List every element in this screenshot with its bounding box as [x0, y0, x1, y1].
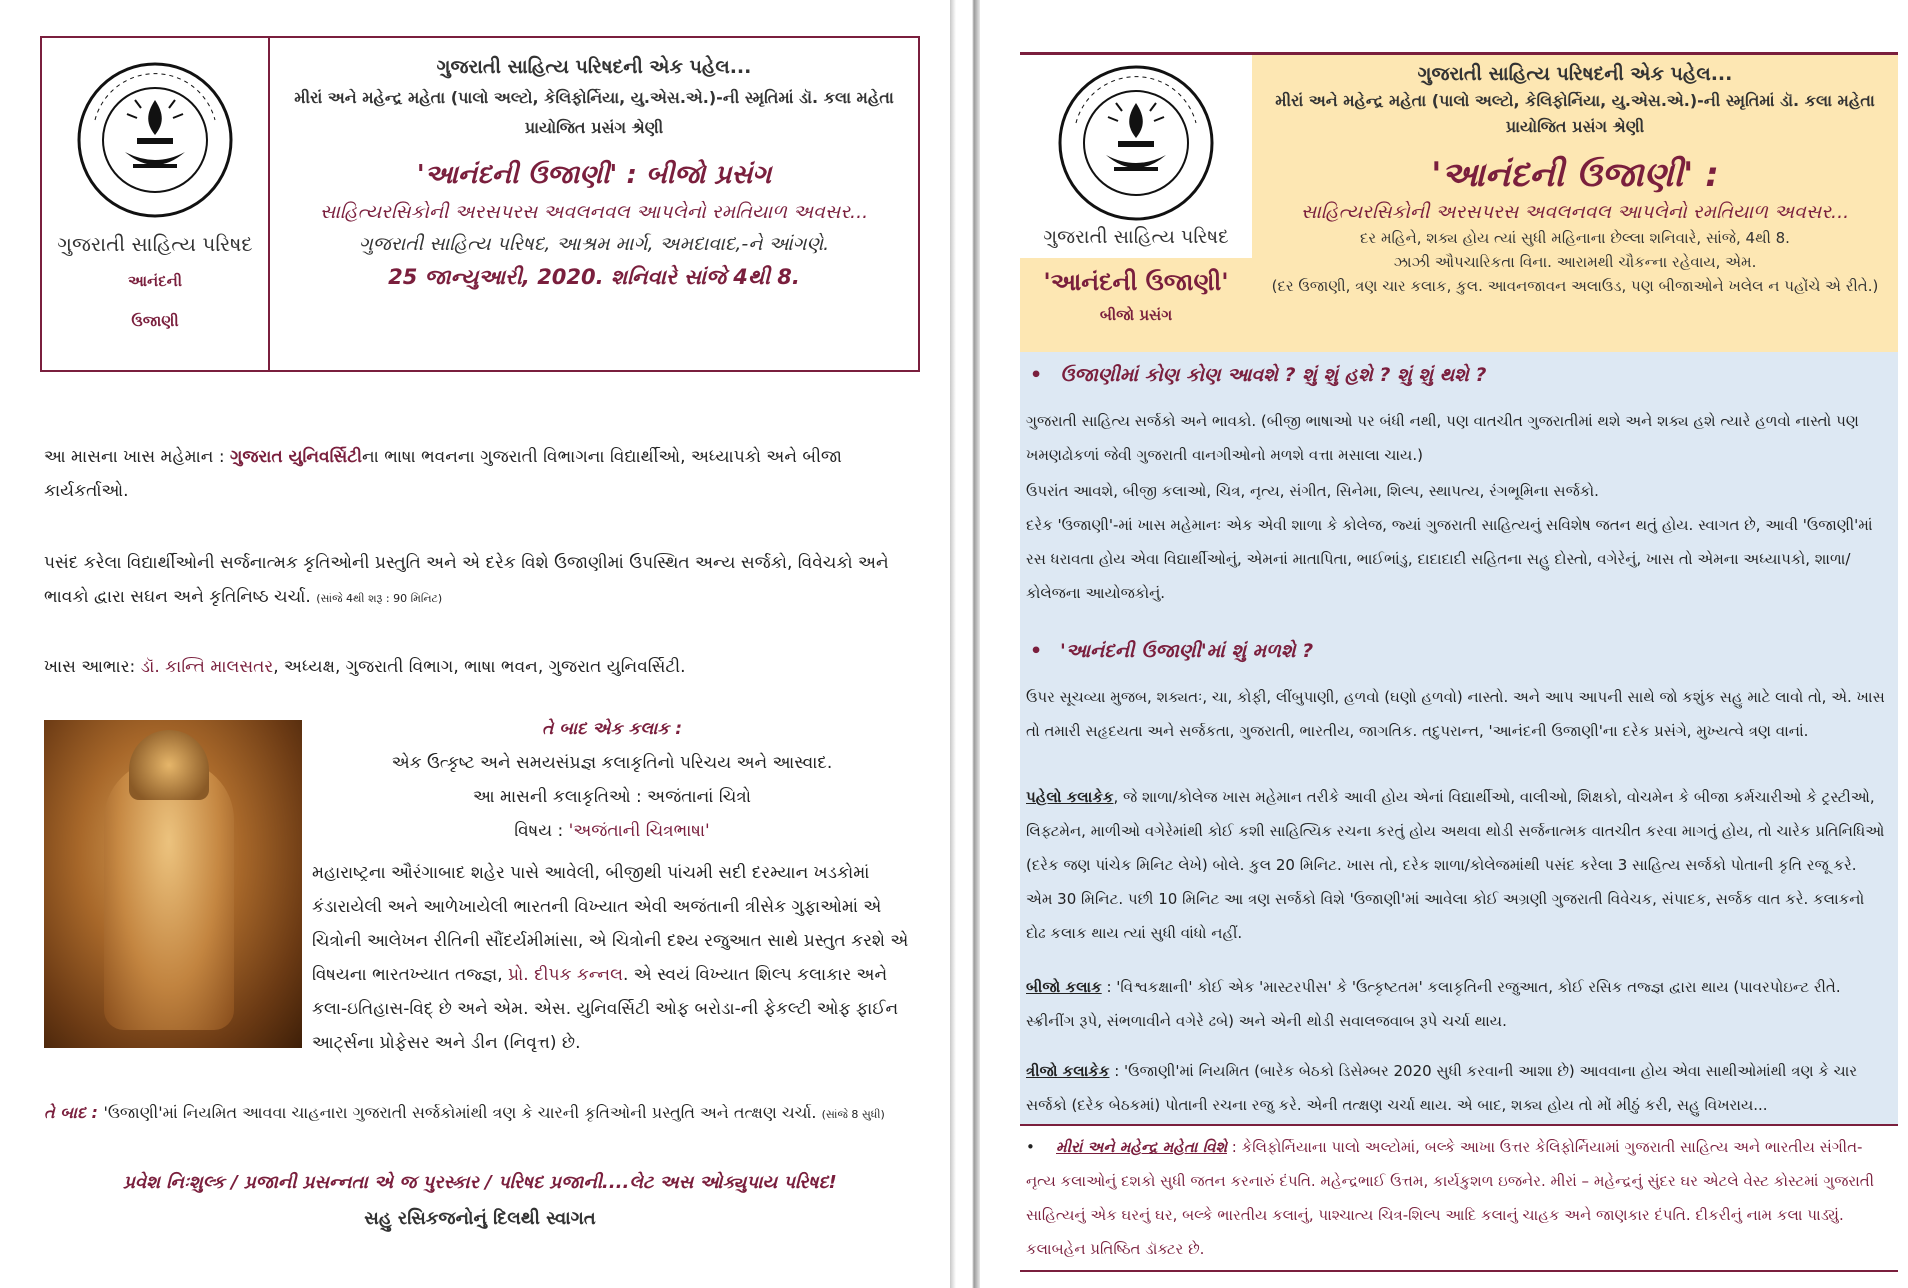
left-heading-3: પ્રાયોજિત પ્રસંગ શ્રેણી — [524, 118, 664, 137]
left-heading-1: ગુજરાતી સાહિત્ય પરિષદની એક પહેલ... — [436, 56, 752, 78]
later-line-1: એક ઉત્કૃષ્ટ અને સમયસંપ્રજ્ઞ કલાકૃતિનો પરિચય અને આસ્વાદ. — [391, 753, 833, 773]
right-badge-box — [1020, 258, 1252, 352]
left-venue: ગુજરાતી સાહિત્ય પરિષદ, આશ્રમ માર્ગ, અમદાવાદ,-ને આંગણે. — [358, 233, 830, 255]
right-section-who — [1030, 364, 1486, 386]
bullet-icon: • — [1026, 1138, 1035, 1156]
bullet-icon: • — [1030, 640, 1043, 662]
later-body-part-1: મહારાષ્ટ્રના ઔરંગાબાદ શહેર પાસે આવેલી, બીજીથી પાંચમી સદી દરમ્યાન ખડકોમાં કંડારાયેલી અને આળેખાયેલી ભારતની વિખ્યાત એવી અજંતાની ત્રીસેક ગુફાઓમાં એ ચિત્રોની આલેખન રીતિની સૌંદર્યમીમાંસા, એ ચિત્રોની દશ્ય રજુઆત સાથે પ્રસ્તુત કરશે એ વિષયના ભારતખ્યાત તજ્જ્ઞ, — [312, 863, 909, 985]
painting-figure — [104, 760, 234, 1030]
right-section-what — [1030, 640, 1313, 662]
right-section-who-title: ઉજાણીમાં કોણ કોણ આવશે ? શું શું હશે ? શું શું થશે ? — [1060, 364, 1487, 386]
guest-prefix: આ માસના ખાસ મહેમાન : — [44, 447, 230, 467]
right-who-para-2: ઉપરાંત આવશે, બીજી કલાઓ, ચિત્ર, નૃત્ય, સંગીત, સિનેમા, શિલ્પ, સ્થાપત્ય, રંગભૂમિના સર્જકો. — [1026, 482, 1599, 500]
right-schedule-3: (દર ઉજાણી, ત્રણ ચાર કલાક, કુલ. આવનજાવન અલાઉડ, પણ બીજાઓને ખલેલ ન પહોંચે એ રીતે.) — [1271, 277, 1879, 295]
later-topic: 'અજંતાની ચિત્રભાષા' — [568, 821, 710, 841]
right-event-title: 'આનંદની ઉજાણી' : — [1431, 155, 1719, 195]
later-body-paragraph — [312, 856, 912, 1060]
right-heading-2: મીરાં અને મહેન્દ્ર મહેતા (પાલો અલ્ટો, કેલિફોર્નિયા, યુ.એસ.એ.)-ની સ્મૃતિમાં ડૉ. કલા મહેતા — [1275, 91, 1875, 110]
right-tagline: સાહિત્યરસિકોની અરસપરસ અવલનવલ આપલેનો રમતિયાળ અવસર... — [1300, 201, 1850, 223]
right-badge-title: 'આનંદની ઉજાણી' — [1043, 268, 1229, 296]
right-hour-3 — [1026, 1054, 1886, 1122]
later-section-header — [312, 712, 912, 848]
left-tagline: સાહિત્યરસિકોની અરસપરસ અવલનવલ આપલેનો રમતિયાળ અવસર... — [319, 201, 869, 223]
guest-highlight: ગુજરાત યુનિવર્સિટી — [229, 447, 362, 467]
right-header-box — [1252, 55, 1898, 352]
after-prefix: તે બાદ : — [44, 1103, 104, 1122]
right-mehta-paragraph — [1026, 1130, 1886, 1266]
left-presentation-paragraph — [44, 546, 904, 616]
left-heading-2: મીરાં અને મહેન્દ્ર મહેતા (પાલો અલ્ટો, કેલિફોર્નિયા, યુ.એસ.એ.)-ની સ્મૃતિમાં ડૉ. કલા મહેતા — [294, 88, 894, 107]
ajanta-painting-image — [44, 720, 302, 1048]
right-bottom-rule — [1020, 1270, 1898, 1272]
thanks-name: ડૉ. કાન્તિ માલસતર — [140, 657, 274, 677]
left-event-title: 'આનંદની ઉજાણી' : બીજો પ્રસંગ — [416, 160, 772, 190]
left-sub-title-2: ઉજાણી — [131, 312, 179, 330]
right-hour-2 — [1026, 970, 1886, 1038]
hour-1-text: , જે શાળા/કોલેજ ખાસ મહેમાન તરીકે આવી હોય એનાં વિદ્યાર્થીઓ, વાલીઓ, શિક્ષકો, વોચમેન કે બીજા કર્મચારીઓ કે ટ્રસ્ટીઓ, લિફ્ટમેન, માળીઓ વગેરેમાંથી કોઈ કશી સાહિત્યિક રચના કરતું હોય અથવા થોડી સર્જનાત્મક વાતચીત કરવા માગતું હોય, તો ચારેક પ્રતિનિધિઓ (દરેક જણ પાંચેક મિનિટ લેખે) બોલે. કુલ 20 મિનિટ. ખાસ તો, દરેક શાળા/કોલેજમાંથી પસંદ કરેલા 3 સાહિત્ય સર્જકો પોતાની કૃતિ રજૂ કરે. એમ 30 મિનિટ. પછી 10 મિનિટ આ ત્રણ સર્જકો વિશે 'ઉજાણી'માં આવેલા કોઈ અગ્રણી ગુજરાતી વિવેચક, સંપાદક, સર્જક વાત કરે. કલાકનો દોઢ કલાક થાય ત્યાં સુધી વાંધો નહીં. — [1026, 788, 1885, 942]
left-footer-line-1: પ્રવેશ નિઃશુલ્ક / પ્રજાની પ્રસન્નતા એ જ પુરસ્કાર / પરિષદ પ્રજાની....લેટ અસ ઓક્યુપાય પરિષદ! — [123, 1172, 837, 1193]
left-footer-line-2: સહુ રસિકજનોનું દિલથી સ્વાગત — [364, 1208, 596, 1229]
thanks-prefix: ખાસ આભાર: — [44, 657, 141, 677]
after-time: (સાંજે 8 સુધી) — [821, 1108, 885, 1121]
right-what-para: ઉપર સૂચવ્યા મુજબ, શક્યતઃ, ચા, કોફી, લીંબુપાણી, હળવો (ઘણો હળવો) નાસ્તો. અને આપ આપની સાથે જો કશુંક સહુ માટે લાવો તો, એ. ખાસ તો તમારી સહૃદયતા અને સર્જકતા, ગુજરાતી, ભારતીય, જાગતિક. તદુપરાન્ત, 'આનંદની ઉજાણી'ના દરેક પ્રસંગે, મુખ્યત્વે ત્રણ વાનાં. — [1026, 688, 1885, 740]
left-thanks-paragraph — [44, 650, 904, 684]
right-who-para-3: દરેક 'ઉજાણી'-માં ખાસ મહેમાનઃ એક એવી શાળા કે કોલેજ, જ્યાં ગુજરાતી સાહિત્યનું સવિશેષ જતન થતું હોય. સ્વાગત છે, આવી 'ઉજાણી'માં રસ ધરાવતા હોય એવા વિદ્યાર્થીઓનું, એમનાં માતાપિતા, ભાઈભાંડુ, દાદાદાદી સહિતના સહુ દોસ્તો, વગેરેનું, ખાસ તો એમના અધ્યાપકો, શાળા/કોલેજના આયોજકોનું. — [1026, 516, 1873, 602]
hour-1-label: પહેલો કલાકેક — [1026, 788, 1114, 806]
right-hour-1 — [1026, 780, 1886, 950]
later-topic-prefix: વિષય : — [514, 821, 569, 841]
mehta-label: મીરાં અને મહેન્દ્ર મહેતા વિશે — [1056, 1138, 1228, 1156]
right-org-name: ગુજરાતી સાહિત્ય પરિષદ — [1043, 226, 1229, 248]
bullet-icon: • — [1030, 364, 1043, 386]
right-heading-3: પ્રાયોજિત પ્રસંગ શ્રેણી — [1505, 117, 1645, 136]
later-line-2: આ માસની કલાકૃતિઓ : અજંતાનાં ચિત્રો — [472, 787, 752, 807]
hour-2-text: : 'વિશ્વકક્ષાની' કોઈ એક 'માસ્ટરપીસ' કે 'ઉત્કૃષ્ટતમ' કલાકૃતિની રજુઆત, કોઈ રસિક તજ્જ્ઞ દ્વારા થાય (પાવરપોઇન્ટ રીતે. સ્ક્રીનીંગ રૂપે, સંભળાવીને વગેરે ઢબે) અને એની થોડી સવાલજવાબ રૂપે ચર્ચા થાય. — [1026, 978, 1841, 1030]
right-section-what-title: 'આનંદની ઉજાણી'માં શું મળશે ? — [1060, 640, 1314, 662]
hour-3-label: ત્રીજો કલાકેક — [1026, 1062, 1110, 1080]
later-line-3 — [312, 814, 912, 848]
left-guest-paragraph — [44, 440, 904, 508]
hour-3-text: : 'ઉજાણી'માં નિયમિત (બારેક બેઠકો ડિસેમ્બર 2020 સુધી કરવાની આશા છે) આવવાના હોય એવા સાથીઓમાંથી ત્રણ કે ચાર સર્જકો (દરેક બેઠકમાં) પોતાની રચના રજુ કરે. એની તત્ક્ષણ ચર્ચા થાય. એ બાદ, શક્ય હોય તો મોં મીઠું કરી, સહુ વિખરાય... — [1026, 1062, 1858, 1114]
mehta-text: : કેલિફોર્નિયાના પાલો અલ્ટોમાં, બલ્કે આખા ઉત્તર કેલિફોર્નિયામાં ગુજરાતી સાહિત્ય અને ભારતીય સંગીત-નૃત્ય કલાઓનું દશકો સુધી જતન કરનારું દંપતિ. મહેન્દ્રભાઈ ઉત્તમ, કાર્યકુશળ ઇજનેર. મીરાં – મહેન્દ્રનું સુંદર ઘર એટલે વેસ્ટ કોસ્ટમાં ગુજરાતી સાહિત્યનું એક ઘરનું ઘર, બલ્કે ભારતીય કલાનું, પાશ્ચાત્ય ચિત્ર-શિલ્પ આદિ કલાનું ચાહક અને જાણકાર દંપતિ. દીકરીનું નામ કલા પાડ્યું. કલાબહેન પ્રતિષ્ઠિત ડૉક્ટર છે. — [1026, 1138, 1875, 1258]
left-sub-title-1: આનંદની — [127, 272, 183, 290]
right-schedule-1: દર મહિને, શક્ય હોય ત્યાં સુધી મહિનાના છેલ્લા શનિવારે, સાંજે, 4થી 8. — [1360, 229, 1790, 247]
guest-rest: ના ભાષા ભવનના ગુજરાતી વિભાગના વિદ્યાર્થીઓ, અધ્યાપકો અને બીજા કાર્યકર્તાઓ. — [44, 447, 842, 501]
left-logo-column — [42, 38, 270, 370]
later-title: તે બાદ એક કલાક : — [541, 719, 683, 739]
right-heading-1: ગુજરાતી સાહિત્ય પરિષદની એક પહેલ... — [1417, 63, 1733, 85]
left-after-paragraph — [44, 1096, 904, 1132]
left-date: 25 જાન્યુઆરી, 2020. શનિવારે સાંજે 4થી 8. — [388, 265, 800, 289]
later-body-name: પ્રો. દીપક કન્નલ — [508, 965, 623, 985]
right-schedule-2: ઝાઝી ઔપચારિકતા વિના. આરામથી ચૌકન્ના રહેવાય, એમ. — [1393, 253, 1757, 271]
presentation-text: પસંદ કરેલા વિદ્યાર્થીઓની સર્જનાત્મક કૃતિઓની પ્રસ્તુતિ અને એ દરેક વિશે ઉજાણીમાં ઉપસ્થિત અન્ય સર્જકો, વિવેચકો અને ભાવકો દ્વારા સઘન અને કૃતિનિષ્ઠ ચર્ચા. — [44, 553, 889, 607]
later-body-part-2: . એ સ્વયં વિખ્યાત શિલ્પ કલાકાર અને કલા-ઇતિહાસ-વિદ્ છે અને એમ. એસ. યુનિવર્સિટી ઓફ બરોડા-ની ફેકલ્ટી ઓફ ફાઈન આર્ટ્સના પ્રોફેસર અને ડીન (નિવૃત્ત) છે. — [312, 965, 899, 1053]
after-text: 'ઉજાણી'માં નિયમિત આવવા ચાહનારા ગુજરાતી સર્જકોમાંથી ત્રણ કે ચારની કૃતિઓની પ્રસ્તુતિ અને તત્ક્ષણ ચર્ચા. — [103, 1103, 817, 1122]
painting-crown — [129, 730, 209, 800]
right-who-para-1: ગુજરાતી સાહિત્ય સર્જકો અને ભાવકો. (બીજી ભાષાઓ પર બંધી નથી, પણ વાતચીત ગુજરાતીમાં થશે અને શક્ય હશે ત્યારે હળવો નાસ્તો પણ ખમણઢોકળાં જેવી ગુજરાતી વાનગીઓનો મળશે વત્તા મસાલા ચાય.) — [1026, 412, 1859, 464]
hour-2-label: બીજો કલાક — [1026, 978, 1102, 996]
left-org-name: ગુજરાતી સાહિત્ય પરિષદ — [57, 232, 253, 256]
right-separator — [1020, 1124, 1898, 1126]
presentation-time: (સાંજે 4થી શરૂ : 90 મિનિટ) — [316, 592, 443, 605]
left-info-column — [270, 38, 918, 370]
parishad-seal-icon — [75, 60, 235, 220]
thanks-rest: , અધ્યક્ષ, ગુજરાતી વિભાગ, ભાષા ભવન, ગુજરાત યુનિવર્સિટી. — [273, 657, 686, 677]
left-header-box — [40, 36, 920, 372]
right-badge-subtitle: બીજો પ્રસંગ — [1099, 306, 1173, 324]
page-gutter — [950, 0, 980, 1288]
parishad-seal-icon — [1056, 63, 1216, 223]
